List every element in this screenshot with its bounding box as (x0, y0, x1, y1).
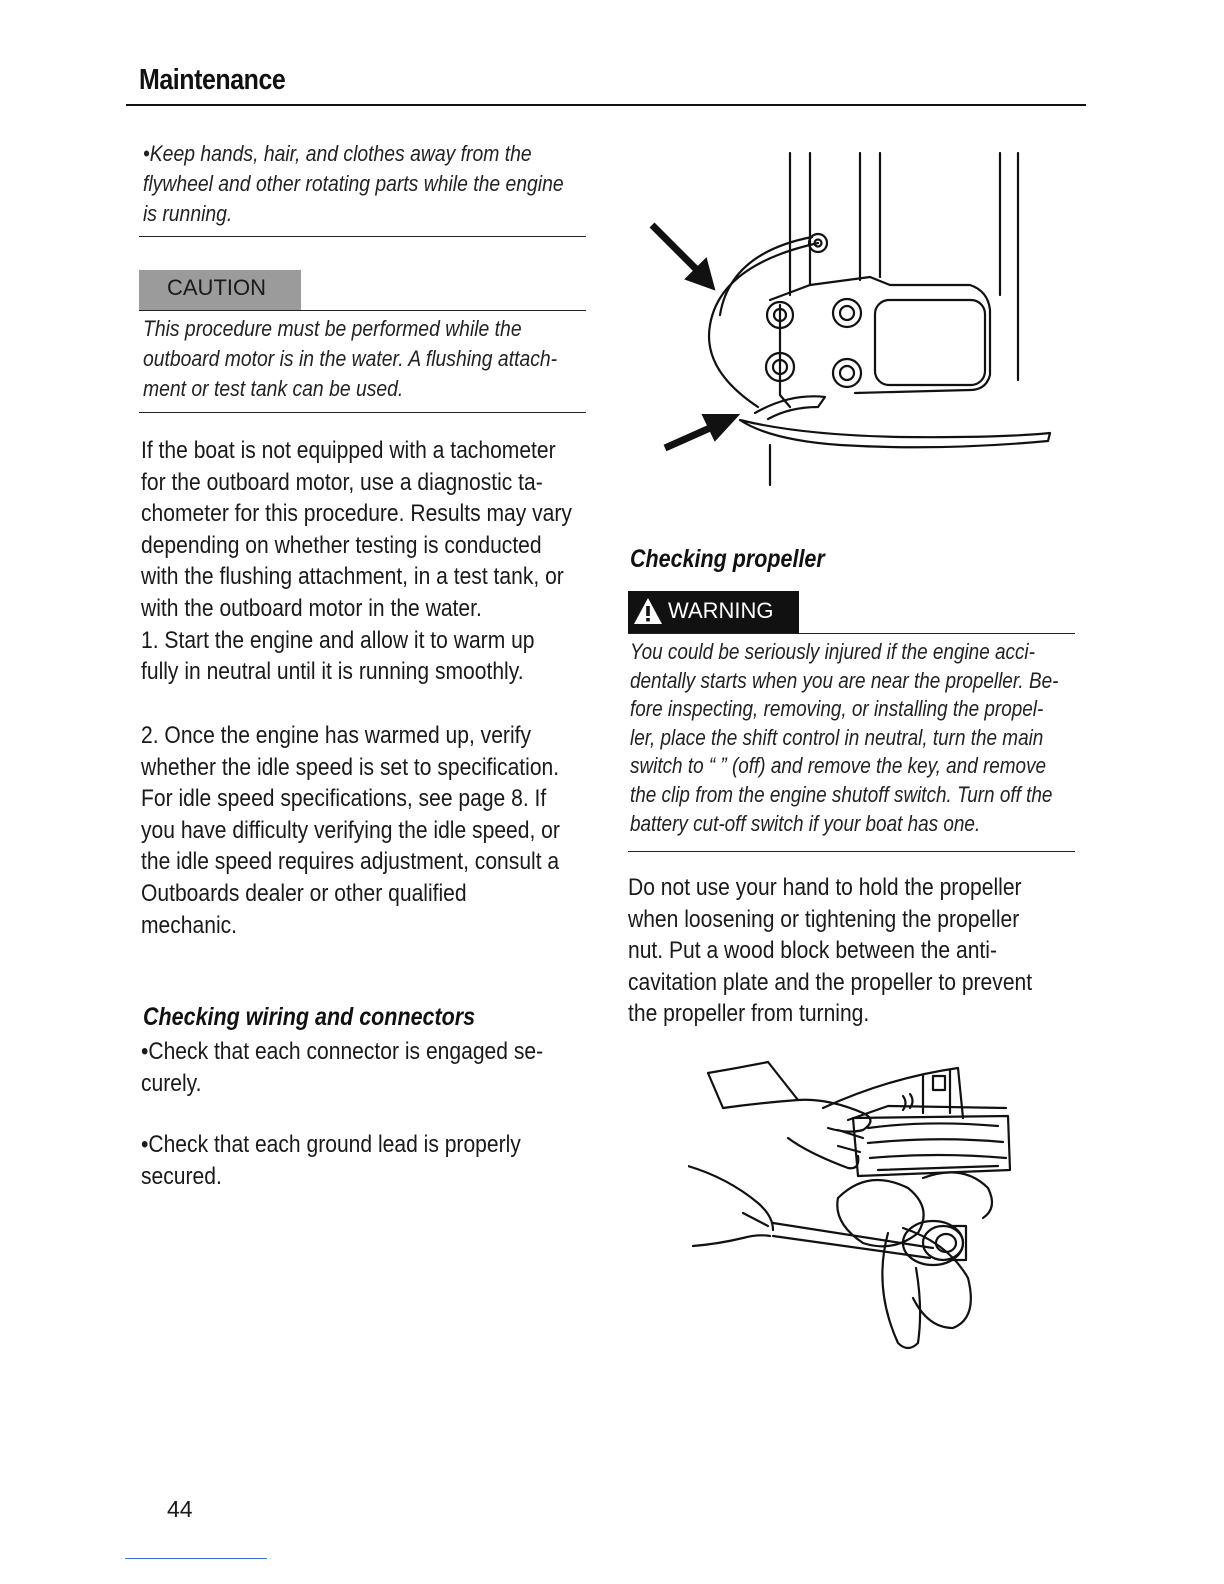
propeller-illustration (688, 1058, 1028, 1358)
divider (139, 236, 586, 237)
caution-text (143, 314, 557, 404)
divider (139, 310, 586, 311)
propeller-paragraph (628, 872, 1032, 1030)
body-line: the idle speed requires adjustment, consult a (141, 848, 560, 876)
body-line: 2. Once the engine has warmed up, verify (141, 722, 532, 749)
body-line: fully in neutral until it is running smoothly. (141, 658, 524, 686)
body-line: curely. (141, 1069, 202, 1097)
body-line: with the outboard motor in the water. (141, 594, 482, 622)
wiring-bullet-2 (141, 1129, 521, 1192)
page-number: 44 (167, 1496, 193, 1522)
warning-triangle-icon (632, 596, 664, 626)
title-rule (126, 104, 1086, 106)
connector-illustration (640, 145, 1070, 495)
page-title: Maintenance (139, 64, 286, 96)
caution-line: This procedure must be performed while the (143, 316, 522, 341)
caution-line: outboard motor is in the water. A flushing attach- (143, 346, 558, 371)
body-line: whether the idle speed is set to specification. (141, 753, 560, 781)
warning-text (630, 638, 1058, 838)
step-2-paragraph (141, 720, 560, 941)
warning-line: the clip from the engine shutoff switch. Turn off the (630, 781, 1053, 807)
caution-label: CAUTION (167, 275, 266, 300)
warning-line: battery cut-off switch if your boat has one. (630, 810, 981, 836)
warning-label: WARNING (668, 598, 774, 623)
body-line: for the outboard motor, use a diagnostic ta- (141, 468, 543, 496)
body-line: •Check that each connector is engaged se- (141, 1038, 544, 1065)
body-line: nut. Put a wood block between the anti- (628, 937, 997, 965)
body-line: when loosening or tightening the propeller (628, 905, 1020, 933)
body-line: the propeller from turning. (628, 1000, 870, 1028)
wiring-bullet-1 (141, 1036, 543, 1099)
warning-line: You could be seriously injured if the engine acci- (630, 639, 1035, 664)
divider (139, 412, 586, 413)
divider (628, 633, 1075, 634)
intro-line: is running. (143, 201, 233, 226)
body-line: depending on whether testing is conducted (141, 531, 542, 559)
wiring-heading: Checking wiring and connectors (143, 1003, 476, 1031)
body-line: mechanic. (141, 911, 238, 939)
caution-line: ment or test tank can be used. (143, 376, 404, 401)
footer-link-underline[interactable] (125, 1558, 267, 1559)
body-line: For idle speed specifications, see page 8. If (141, 785, 547, 813)
body-line: 1. Start the engine and allow it to warm up (141, 626, 535, 654)
body-line: you have difficulty verifying the idle speed, or (141, 816, 560, 844)
intro-line: •Keep hands, hair, and clothes away from the (143, 141, 532, 166)
propeller-heading: Checking propeller (630, 545, 825, 573)
body-line: with the flushing attachment, in a test tank, or (141, 563, 564, 591)
warning-line: switch to “ ” (off) and remove the key, and remove (630, 753, 1047, 779)
warning-line: dentally starts when you are near the propeller. Be- (630, 667, 1059, 693)
intro-text (143, 139, 564, 229)
body-line: Do not use your hand to hold the propeller (628, 874, 1022, 901)
warning-line: ler, place the shift control in neutral, turn the main (630, 724, 1044, 750)
body-line: cavitation plate and the propeller to prevent (628, 968, 1033, 996)
body-line: secured. (141, 1162, 222, 1190)
body-line: If the boat is not equipped with a tachometer (141, 437, 556, 464)
body-line: •Check that each ground lead is properly (141, 1131, 521, 1158)
divider (628, 851, 1075, 852)
tachometer-paragraph (141, 435, 572, 688)
warning-line: fore inspecting, removing, or installing the propel- (630, 696, 1044, 722)
body-line: Outboards dealer or other qualified (141, 879, 467, 907)
intro-line: flywheel and other rotating parts while the engine (143, 171, 564, 196)
body-line: chometer for this procedure. Results may vary (141, 500, 572, 528)
